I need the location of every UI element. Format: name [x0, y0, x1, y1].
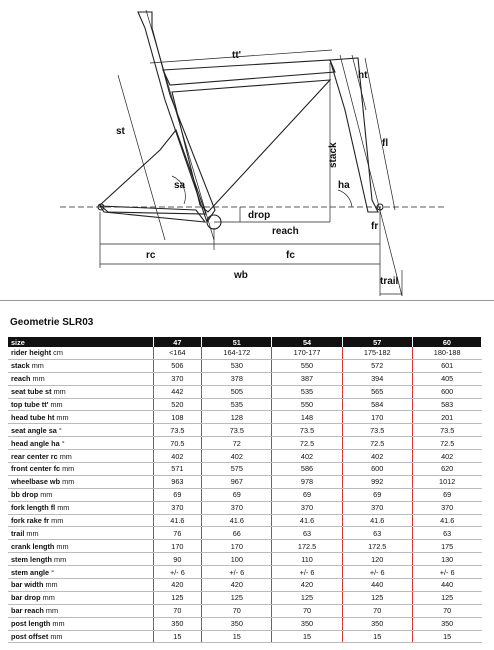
table-row — [8, 579, 482, 592]
table-cell: 70 — [412, 604, 481, 617]
table-cell: 41.6 — [342, 514, 412, 527]
row-unit: mm — [50, 400, 63, 409]
row-name: crank length — [11, 541, 55, 551]
table-cell: 70 — [342, 604, 412, 617]
table-cell: 440 — [342, 579, 412, 592]
table-cell: +/- 6 — [153, 566, 202, 579]
row-unit: mm — [56, 412, 69, 422]
table-cell: 370 — [202, 501, 272, 514]
frame-geometry-diagram — [0, 0, 494, 300]
geometry-table — [8, 337, 482, 643]
table-row — [8, 591, 482, 604]
row-name: bar reach — [11, 606, 44, 616]
table-cell: 978 — [272, 475, 342, 488]
table-cell: 370 — [153, 372, 202, 385]
table-cell: 535 — [202, 398, 272, 411]
table-row — [8, 411, 482, 424]
table-cell: 172.5 — [272, 540, 342, 553]
table-cell: 90 — [153, 553, 202, 566]
row-unit: mm — [56, 541, 69, 551]
table-cell: 620 — [412, 463, 481, 476]
row-label — [8, 488, 153, 501]
row-label — [8, 347, 153, 359]
row-name: stack — [11, 361, 30, 371]
label-ht: ht — [358, 70, 368, 81]
table-row — [8, 437, 482, 450]
table-row — [8, 463, 482, 476]
row-name: wheelbase wb — [11, 477, 61, 487]
bike-frame — [98, 12, 383, 229]
row-unit: mm — [45, 606, 59, 616]
table-cell: 402 — [412, 450, 481, 463]
table-cell: 125 — [202, 591, 272, 604]
table-cell: 70 — [202, 604, 272, 617]
row-name: seat tube st — [11, 387, 52, 397]
table-cell: 70 — [153, 604, 202, 617]
table-cell: 350 — [342, 617, 412, 630]
header-size-60: 60 — [412, 337, 481, 347]
row-unit: mm — [62, 477, 75, 487]
table-cell: 72.5 — [272, 437, 342, 450]
row-name: bb drop — [11, 490, 39, 500]
table-row — [8, 347, 482, 359]
table-cell: 565 — [342, 385, 412, 398]
row-unit: mm — [26, 528, 39, 538]
row-name: top tube tt' — [11, 400, 49, 409]
row-unit: mm — [50, 632, 63, 642]
table-cell: 370 — [153, 501, 202, 514]
table-row — [8, 424, 482, 437]
table-cell: 530 — [202, 359, 272, 372]
row-label — [8, 591, 153, 604]
table-cell: 63 — [342, 527, 412, 540]
row-unit: mm — [53, 387, 66, 397]
label-reach: reach — [272, 226, 299, 237]
table-cell: <164 — [153, 347, 202, 359]
label-trail: trail — [380, 276, 399, 287]
row-label — [8, 475, 153, 488]
table-row — [8, 553, 482, 566]
table-cell: 201 — [412, 411, 481, 424]
table-cell: 505 — [202, 385, 272, 398]
table-row — [8, 630, 482, 643]
table-cell: 1012 — [412, 475, 481, 488]
header-size-51: 51 — [202, 337, 272, 347]
row-label — [8, 566, 153, 579]
row-unit: mm — [42, 593, 55, 603]
table-cell: 571 — [153, 463, 202, 476]
table-cell: 442 — [153, 385, 202, 398]
row-unit: ° — [58, 425, 62, 435]
row-name: post length — [11, 619, 51, 629]
table-cell: 63 — [412, 527, 481, 540]
table-row — [8, 514, 482, 527]
table-cell: 601 — [412, 359, 481, 372]
row-name: seat angle sa — [11, 425, 57, 435]
table-cell: 73.5 — [412, 424, 481, 437]
table-cell: 73.5 — [153, 424, 202, 437]
table-cell: 420 — [153, 579, 202, 592]
label-ha: ha — [338, 180, 350, 191]
row-unit: mm — [57, 503, 70, 513]
table-cell: 520 — [153, 398, 202, 411]
table-cell: 600 — [342, 463, 412, 476]
row-name: bar width — [11, 580, 44, 590]
row-label — [8, 450, 153, 463]
table-cell: 402 — [342, 450, 412, 463]
table-cell: 73.5 — [342, 424, 412, 437]
table-row — [8, 540, 482, 553]
table-cell: 125 — [412, 591, 481, 604]
table-cell: 550 — [272, 398, 342, 411]
label-rc: rc — [146, 250, 156, 261]
table-cell: 170 — [153, 540, 202, 553]
table-row — [8, 372, 482, 385]
table-cell: 440 — [412, 579, 481, 592]
table-cell: 41.6 — [153, 514, 202, 527]
table-cell: 125 — [153, 591, 202, 604]
table-cell: 378 — [202, 372, 272, 385]
row-unit: mm — [31, 361, 44, 371]
row-name: post offset — [11, 632, 49, 642]
label-fl: fl — [382, 138, 389, 149]
row-label — [8, 437, 153, 450]
table-cell: 15 — [153, 630, 202, 643]
table-cell: 15 — [272, 630, 342, 643]
table-cell: 73.5 — [272, 424, 342, 437]
label-fr: fr — [371, 221, 379, 232]
table-cell: 586 — [272, 463, 342, 476]
table-cell: 130 — [412, 553, 481, 566]
table-cell: 583 — [412, 398, 481, 411]
table-cell: 66 — [202, 527, 272, 540]
table-cell: +/- 6 — [412, 566, 481, 579]
row-label — [8, 372, 153, 385]
header-size-57: 57 — [342, 337, 412, 347]
label-wb: wb — [234, 270, 248, 281]
table-row — [8, 450, 482, 463]
table-cell: 350 — [412, 617, 481, 630]
table-cell: 402 — [272, 450, 342, 463]
row-name: rear center rc — [11, 451, 58, 461]
table-cell: 350 — [202, 617, 272, 630]
row-unit: mm — [62, 464, 75, 474]
table-cell: 164-172 — [202, 347, 272, 359]
row-unit: mm — [59, 451, 72, 461]
table-cell: 72 — [202, 437, 272, 450]
table-cell: 15 — [202, 630, 272, 643]
table-cell: 506 — [153, 359, 202, 372]
row-name: stem angle — [11, 567, 50, 577]
table-cell: +/- 6 — [272, 566, 342, 579]
row-name: front center fc — [11, 464, 61, 474]
table-cell: 100 — [202, 553, 272, 566]
table-cell: 175 — [412, 540, 481, 553]
table-cell: 600 — [412, 385, 481, 398]
table-cell: 41.6 — [412, 514, 481, 527]
table-cell: 15 — [412, 630, 481, 643]
table-cell: 72.5 — [412, 437, 481, 450]
table-cell: 76 — [153, 527, 202, 540]
table-cell: 41.6 — [202, 514, 272, 527]
table-cell: 73.5 — [202, 424, 272, 437]
table-row — [8, 398, 482, 411]
table-cell: 170-177 — [272, 347, 342, 359]
table-row — [8, 566, 482, 579]
table-cell: 63 — [272, 527, 342, 540]
row-label — [8, 579, 153, 592]
table-cell: 550 — [272, 359, 342, 372]
row-label — [8, 604, 153, 617]
table-cell: 172.5 — [342, 540, 412, 553]
label-fc: fc — [286, 250, 295, 261]
row-unit: cm — [53, 348, 63, 358]
table-cell: 963 — [153, 475, 202, 488]
table-cell: 69 — [153, 488, 202, 501]
table-cell: 41.6 — [272, 514, 342, 527]
row-name: trail — [11, 528, 25, 538]
table-title: Geometrie SLR03 — [10, 317, 94, 328]
table-cell: 170 — [202, 540, 272, 553]
table-cell: 110 — [272, 553, 342, 566]
row-label — [8, 501, 153, 514]
table-header-row — [8, 337, 482, 347]
row-unit: mm — [40, 490, 53, 500]
table-cell: 108 — [153, 411, 202, 424]
table-row — [8, 527, 482, 540]
table-row — [8, 501, 482, 514]
header-size-47: 47 — [153, 337, 202, 347]
table-cell: 180-188 — [412, 347, 481, 359]
table-row — [8, 488, 482, 501]
row-label — [8, 398, 153, 411]
table-cell: 170 — [342, 411, 412, 424]
row-unit: mm — [32, 374, 45, 384]
table-cell: 405 — [412, 372, 481, 385]
table-cell: 370 — [412, 501, 481, 514]
table-cell: 128 — [202, 411, 272, 424]
row-label — [8, 359, 153, 372]
table-cell: 175-182 — [342, 347, 412, 359]
row-name: fork rake fr — [11, 516, 50, 526]
table-cell: 967 — [202, 475, 272, 488]
table-cell: 370 — [272, 501, 342, 514]
row-label — [8, 527, 153, 540]
table-cell: 535 — [272, 385, 342, 398]
row-label — [8, 424, 153, 437]
table-row — [8, 359, 482, 372]
row-unit: ° — [51, 567, 55, 577]
row-unit: mm — [45, 580, 58, 590]
table-cell: 572 — [342, 359, 412, 372]
row-name: bar drop — [11, 593, 41, 603]
table-cell: 120 — [342, 553, 412, 566]
table-cell: 992 — [342, 475, 412, 488]
label-drop: drop — [248, 210, 271, 221]
table-cell: 125 — [272, 591, 342, 604]
header-size: size — [8, 337, 153, 347]
table-cell: 420 — [272, 579, 342, 592]
row-name: stem length — [11, 554, 52, 564]
table-cell: +/- 6 — [342, 566, 412, 579]
table-cell: 70.5 — [153, 437, 202, 450]
row-name: reach — [11, 374, 31, 384]
label-sa: sa — [174, 180, 186, 191]
table-cell: 69 — [412, 488, 481, 501]
label-st: st — [116, 126, 125, 137]
row-unit: mm — [52, 619, 65, 629]
table-cell: 387 — [272, 372, 342, 385]
table-cell: 15 — [342, 630, 412, 643]
row-label — [8, 540, 153, 553]
table-cell: 70 — [272, 604, 342, 617]
table-cell: 125 — [342, 591, 412, 604]
table-cell: 72.5 — [342, 437, 412, 450]
row-label — [8, 463, 153, 476]
row-label — [8, 411, 153, 424]
row-label — [8, 553, 153, 566]
row-label — [8, 385, 153, 398]
row-label — [8, 514, 153, 527]
row-name: rider height — [11, 348, 52, 358]
table-row — [8, 385, 482, 398]
table-cell: 69 — [342, 488, 412, 501]
header-size-54: 54 — [272, 337, 342, 347]
table-cell: 402 — [153, 450, 202, 463]
table-cell: 575 — [202, 463, 272, 476]
row-unit: ° — [61, 438, 65, 448]
table-cell: 148 — [272, 411, 342, 424]
row-name: fork length fl — [11, 503, 56, 513]
table-cell: 394 — [342, 372, 412, 385]
row-name: head angle ha — [11, 438, 60, 448]
table-body — [8, 347, 482, 643]
row-name: head tube ht — [11, 412, 55, 422]
table-cell: 402 — [202, 450, 272, 463]
label-stack: stack — [328, 142, 339, 168]
table-cell: 370 — [342, 501, 412, 514]
divider — [0, 300, 494, 301]
row-unit: mm — [53, 554, 67, 564]
row-label — [8, 617, 153, 630]
table-row — [8, 617, 482, 630]
label-tt: tt' — [232, 50, 242, 61]
table-row — [8, 604, 482, 617]
row-label — [8, 630, 153, 643]
table-cell: 584 — [342, 398, 412, 411]
table-cell: +/- 6 — [202, 566, 272, 579]
table-cell: 350 — [153, 617, 202, 630]
table-cell: 69 — [202, 488, 272, 501]
table-row — [8, 475, 482, 488]
table-cell: 350 — [272, 617, 342, 630]
table-cell: 420 — [202, 579, 272, 592]
row-unit: mm — [51, 516, 64, 526]
table-cell: 69 — [272, 488, 342, 501]
